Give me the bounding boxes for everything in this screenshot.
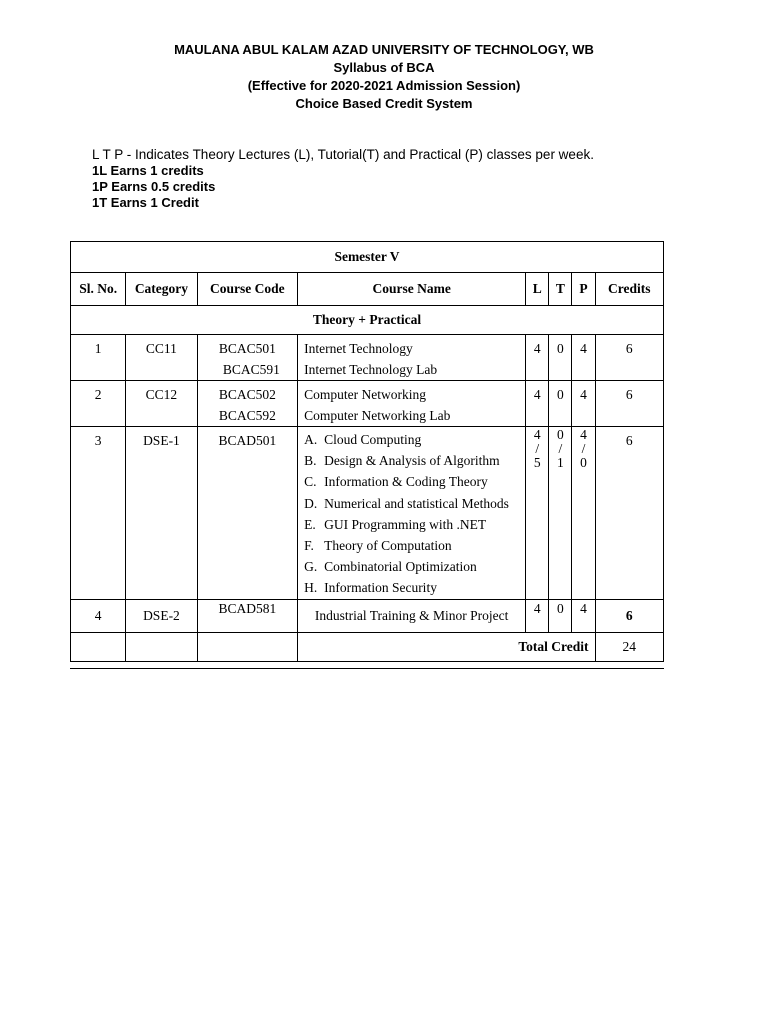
ltp-note: L T P - Indicates Theory Lectures (L), Tutorial(T) and Practical (P) classes per week. bbox=[92, 147, 594, 162]
l-value: 4 bbox=[526, 381, 549, 427]
col-course-code: Course Code bbox=[197, 273, 297, 306]
course-name: Computer Networking bbox=[304, 387, 426, 402]
course-name: Computer Networking Lab bbox=[304, 408, 451, 423]
university-title: MAULANA ABUL KALAM AZAD UNIVERSITY OF TECHNOLOGY, WB bbox=[174, 42, 594, 57]
empty-cell bbox=[71, 632, 126, 661]
p-value: 4 bbox=[572, 381, 595, 427]
semester-row bbox=[71, 242, 664, 273]
total-credit-label: Total Credit bbox=[298, 632, 595, 661]
t-value: 0 bbox=[549, 599, 572, 632]
course-name: Internet Technology bbox=[304, 341, 413, 356]
sl-no: 1 bbox=[71, 335, 126, 381]
course-code: BCAD581 bbox=[197, 599, 297, 632]
credits-value: 6 bbox=[595, 381, 663, 427]
course-code: BCAC591 bbox=[222, 362, 280, 377]
p-value: 4 / 0 bbox=[572, 427, 595, 600]
elective-item: E. GUI Programming with .NET bbox=[304, 516, 487, 532]
p-value: 4 bbox=[572, 599, 595, 632]
table-row bbox=[71, 599, 664, 632]
elective-item: A. Cloud Computing bbox=[304, 432, 422, 447]
col-course-name: Course Name bbox=[298, 273, 526, 306]
effective-session: (Effective for 2020-2021 Admission Session) bbox=[247, 78, 521, 93]
t-value: 0 bbox=[549, 381, 572, 427]
col-credits: Credits bbox=[595, 273, 663, 306]
empty-cell bbox=[126, 632, 197, 661]
total-credit-value: 24 bbox=[595, 632, 663, 661]
table-row bbox=[71, 335, 664, 381]
course-codes bbox=[197, 381, 297, 427]
elective-item: F. Theory of Computation bbox=[304, 537, 452, 553]
table-row bbox=[71, 427, 664, 600]
category: DSE-2 bbox=[126, 599, 197, 632]
l-value: 4 bbox=[526, 335, 549, 381]
elective-item: C. Information & Coding Theory bbox=[304, 474, 488, 490]
category: CC12 bbox=[126, 381, 197, 427]
l-value: 4 / 5 bbox=[526, 427, 549, 600]
empty-cell bbox=[197, 632, 297, 661]
category: DSE-1 bbox=[126, 427, 197, 600]
header-row bbox=[71, 273, 664, 306]
table-row bbox=[71, 381, 664, 427]
t-credit-note: 1T Earns 1 Credit bbox=[92, 195, 199, 210]
course-code: BCAC592 bbox=[218, 408, 276, 423]
credits-value: 6 bbox=[595, 427, 663, 600]
sl-no: 4 bbox=[71, 599, 126, 632]
t-value: 0 bbox=[549, 335, 572, 381]
t-value: 0 / 1 bbox=[549, 427, 572, 600]
course-codes bbox=[197, 335, 297, 381]
credits-value: 6 bbox=[595, 599, 663, 632]
p-value: 4 bbox=[572, 335, 595, 381]
l-credit-note: 1L Earns 1 credits bbox=[92, 163, 204, 178]
l-value: 4 bbox=[526, 599, 549, 632]
elective-item: H. Information Security bbox=[304, 580, 437, 596]
syllabus-title: Syllabus of BCA bbox=[333, 60, 435, 75]
p-credit-note: 1P Earns 0.5 credits bbox=[92, 179, 216, 194]
sl-no: 3 bbox=[71, 427, 126, 600]
col-l: L bbox=[526, 273, 549, 306]
course-code: BCAC501 bbox=[218, 341, 276, 356]
course-name: Internet Technology Lab bbox=[304, 362, 438, 377]
col-p: P bbox=[572, 273, 595, 306]
col-sl-no: Sl. No. bbox=[71, 273, 126, 306]
col-category: Category bbox=[126, 273, 197, 306]
credits-value: 6 bbox=[595, 335, 663, 381]
col-t: T bbox=[549, 273, 572, 306]
course-names bbox=[298, 335, 526, 381]
course-name: Industrial Training & Minor Project bbox=[298, 599, 526, 632]
section-heading: Theory + Practical bbox=[71, 306, 664, 335]
course-code: BCAC502 bbox=[218, 387, 276, 402]
elective-item: G. Combinatorial Optimization bbox=[304, 559, 477, 575]
course-names bbox=[298, 381, 526, 427]
bottom-rule bbox=[70, 668, 664, 669]
semester-heading: Semester V bbox=[71, 242, 664, 273]
syllabus-table bbox=[70, 241, 664, 662]
section-row bbox=[71, 306, 664, 335]
elective-item: B. Design & Analysis of Algorithm bbox=[304, 453, 500, 469]
category: CC11 bbox=[126, 335, 197, 381]
elective-item: D. Numerical and statistical Methods bbox=[304, 495, 509, 511]
sl-no: 2 bbox=[71, 381, 126, 427]
elective-list bbox=[298, 427, 526, 600]
total-row bbox=[71, 632, 664, 661]
credit-system-title: Choice Based Credit System bbox=[295, 96, 473, 111]
course-code: BCAD501 bbox=[197, 427, 297, 600]
